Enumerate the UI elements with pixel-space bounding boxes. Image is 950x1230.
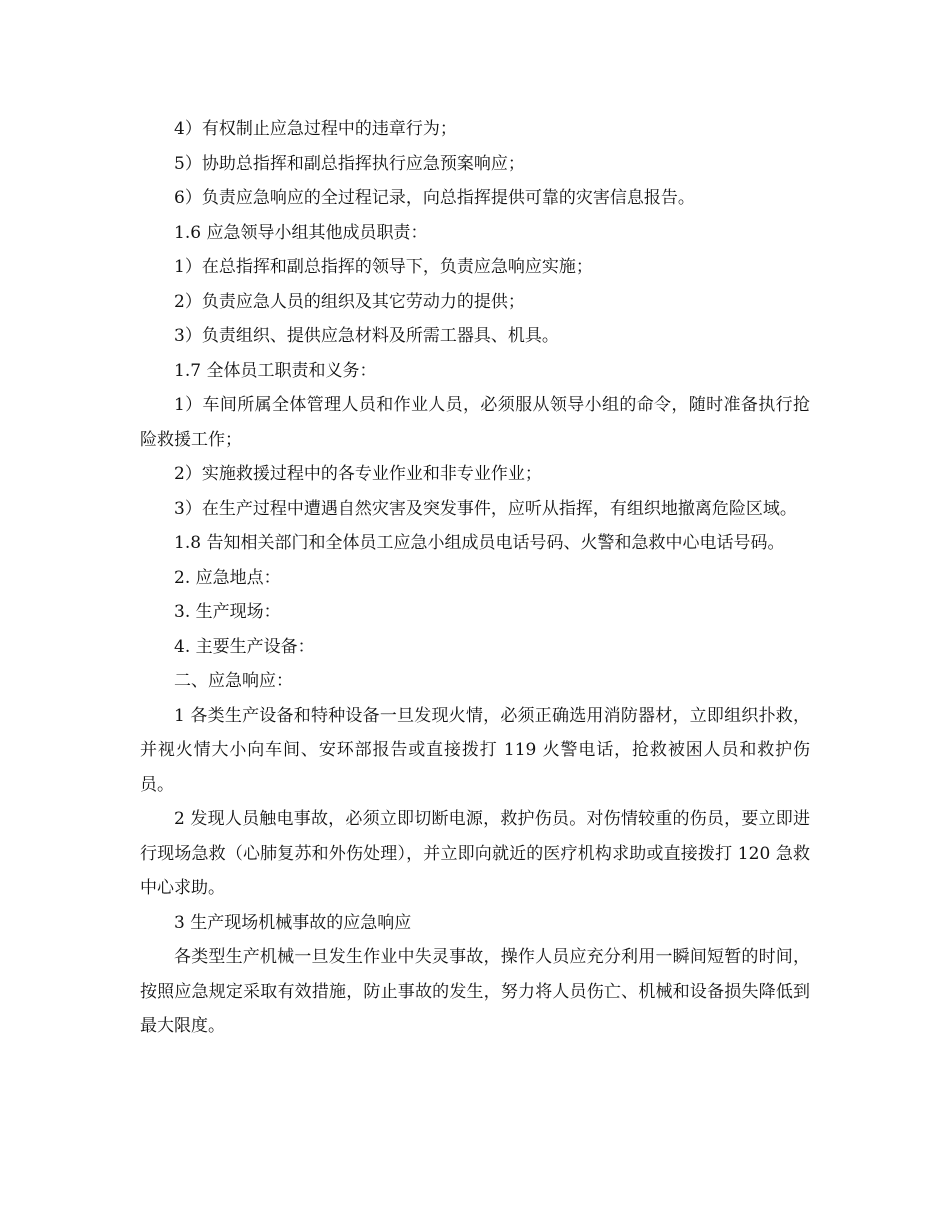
paragraph: 1）在总指挥和副总指挥的领导下，负责应急响应实施； [174,257,593,277]
chapter-heading: 二、应急响应： [174,671,293,691]
paragraph: 2 发现人员触电事故，必须立即切断电源，救护伤员。对伤情较重的伤员，要立即进行现场急救（心肺复苏和外伤处理），并立即向就近的医疗机构求助或直接拨打 120 急救中心求助。 [140,809,810,898]
section-heading: 1.7 全体员工职责和义务： [174,360,377,381]
paragraph: 4）有权制止应急过程中的违章行为； [174,119,457,139]
paragraph: 2）负责应急人员的组织及其它劳动力的提供； [174,291,525,312]
paragraph: 6）负责应急响应的全过程记录，向总指挥提供可靠的灾害信息报告。 [174,188,695,208]
section-heading: 3. 生产现场： [174,602,281,622]
paragraph: 3）负责组织、提供应急材料及所需工器具、机具。 [174,326,559,346]
section-heading: 2. 应急地点： [174,567,281,588]
paragraph: 3）在生产过程中遭遇自然灾害及突发事件，应听从指挥，有组织地撤离危险区域。 [174,498,797,519]
paragraph: 2）实施救援过程中的各专业作业和非专业作业； [174,464,542,484]
paragraph: 各类型生产机械一旦发生作业中失灵事故，操作人员应充分利用一瞬间短暂的时间，按照应急规定采取有效措施，防止事故的发生，努力将人员伤亡、机械和设备损失降低到最大限度。 [140,947,810,1036]
section-heading: 1.6 应急领导小组其他成员职责： [174,222,428,243]
section-heading: 1.8 告知相关部门和全体员工应急小组成员电话号码、火警和急救中心电话号码。 [174,533,785,553]
paragraph: 1）车间所属全体管理人员和作业人员，必须服从领导小组的命令，随时准备执行抢险救援工作； [140,395,810,450]
section-heading: 3 生产现场机械事故的应急响应 [174,912,412,933]
paragraph: 1 各类生产设备和特种设备一旦发现火情，必须正确选用消防器材，立即组织扑救，并视火情大小向车间、安环部报告或直接拨打 119 火警电话，抢救被困人员和救护伤员。 [140,705,810,795]
paragraph: 5）协助总指挥和副总指挥执行应急预案响应； [174,153,525,174]
section-heading: 4. 主要生产设备： [174,636,315,657]
